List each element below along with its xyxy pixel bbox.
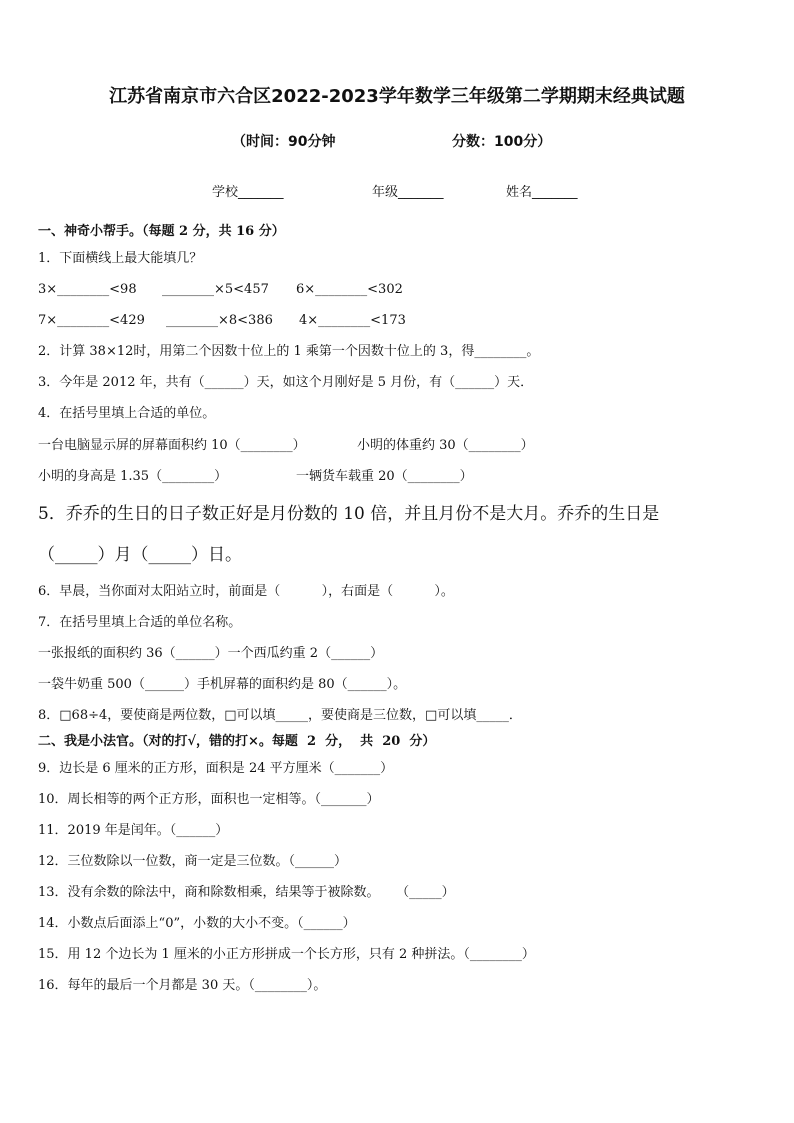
question-1-blank-a: 3×________<98 <box>38 282 137 297</box>
question-5-line-1: 5．乔乔的生日的日子数正好是月份数的 10 倍，并且月份不是大月。乔乔的生日是 <box>38 504 660 524</box>
question-1-blank-b: ________×5<457 <box>162 282 269 297</box>
question-14: 14．小数点后面添上“0”，小数的大小不变。（______） <box>38 916 356 931</box>
question-10: 10．周长相等的两个正方形，面积也一定相等。（_______） <box>38 792 380 807</box>
question-7-stem: 7．在括号里填上合适的单位名称。 <box>38 615 242 630</box>
section-heading-2: 二、我是小法官。（对的打√，错的打×。每题 2 分， 共 20 分） <box>38 734 436 749</box>
exam-time: （时间：90分钟 <box>232 134 336 150</box>
question-11: 11．2019 年是闰年。（______） <box>38 823 229 838</box>
question-15: 15．用 12 个边长为 1 厘米的小正方形拼成一个长方形，只有 2 种拼法。（________） <box>38 947 535 962</box>
question-13: 13．没有余数的除法中，商和除数相乘，结果等于被除数。 （_____） <box>38 885 455 900</box>
question-4-item-d: 一辆货车载重 20（________） <box>296 469 473 484</box>
question-5-line-2: （_____）月（_____）日。 <box>38 545 242 565</box>
grade-field: 年级_______ <box>372 185 444 200</box>
question-1-blank-f: 4×________<173 <box>299 313 406 328</box>
question-4-item-c: 小明的身高是 1.35（________） <box>38 469 228 484</box>
question-3: 3．今年是 2012 年，共有（______）天，如这个月刚好是 5 月份，有（______）天． <box>38 375 534 390</box>
question-4-item-b: 小明的体重约 30（________） <box>357 438 534 453</box>
question-16: 16．每年的最后一个月都是 30 天。（________）。 <box>38 978 327 993</box>
question-8: 8．□68÷4，要使商是两位数，□可以填_____，要使商是三位数，□可以填_____． <box>38 708 522 723</box>
question-1-stem: 1．下面横线上最大能填几？ <box>38 251 203 266</box>
question-1-blank-e: ________×8<386 <box>166 313 273 328</box>
question-7-row-2: 一袋牛奶重 500（______）手机屏幕的面积约是 80（______）。 <box>38 677 407 692</box>
name-field: 姓名_______ <box>506 185 578 200</box>
question-2: 2．计算 38×12时，用第二个因数十位上的 1 乘第一个因数十位上的 3，得________。 <box>38 344 540 359</box>
question-4-stem: 4．在括号里填上合适的单位。 <box>38 406 216 421</box>
question-9: 9．边长是 6 厘米的正方形，面积是 24 平方厘米（_______） <box>38 761 394 776</box>
section-heading-1: 一、神奇小帮手。（每题 2 分，共 16 分） <box>38 224 285 239</box>
question-4-item-a: 一台电脑显示屏的屏幕面积约 10（________） <box>38 438 306 453</box>
question-12: 12．三位数除以一位数，商一定是三位数。（______） <box>38 854 348 869</box>
question-1-blank-c: 6×________<302 <box>296 282 403 297</box>
exam-score: 分数：100分） <box>452 134 552 150</box>
question-7-row-1: 一张报纸的面积约 36（______）一个西瓜约重 2（______） <box>38 646 384 661</box>
question-1-blank-d: 7×________<429 <box>38 313 145 328</box>
question-6: 6．早晨，当你面对太阳站立时，前面是（ ），右面是（ ）。 <box>38 584 454 599</box>
page-title: 江苏省南京市六合区2022-2023学年数学三年级第二学期期末经典试题 <box>109 86 685 107</box>
school-field: 学校_______ <box>212 185 284 200</box>
